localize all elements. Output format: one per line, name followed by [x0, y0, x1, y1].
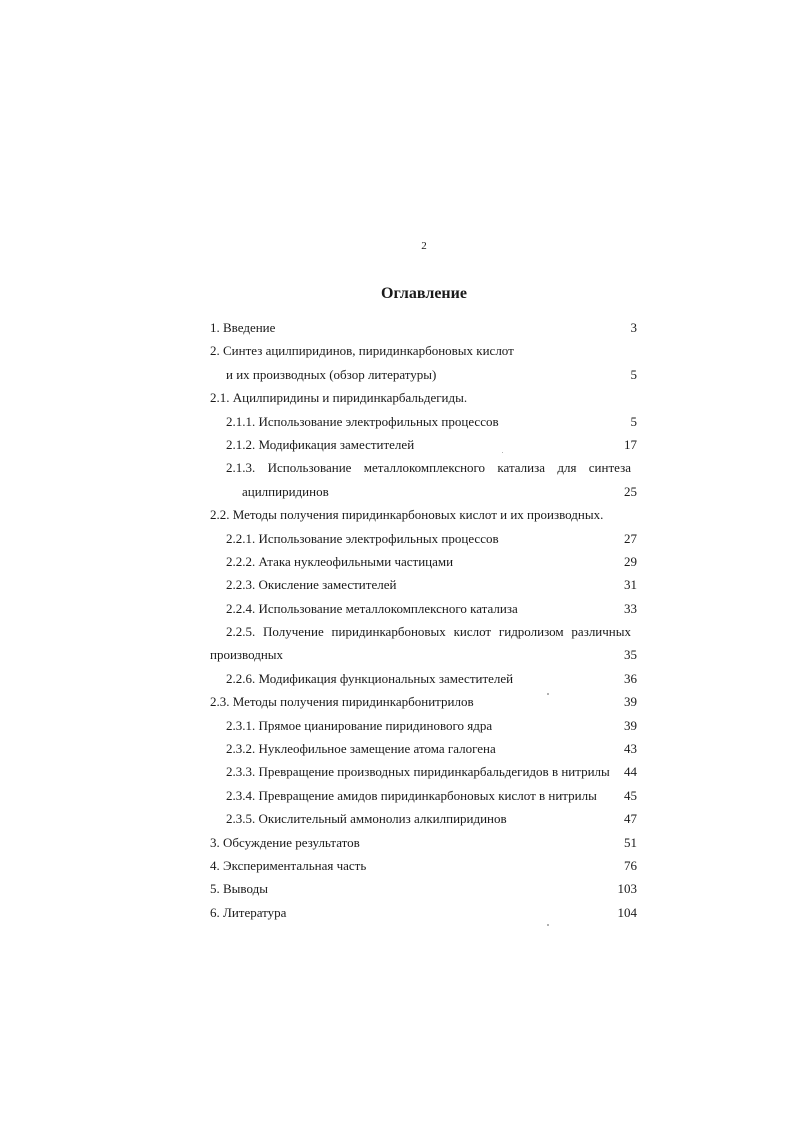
toc-entry-label: 2.2.6. Модификация функциональных заместителей	[226, 670, 514, 686]
toc-entry-page: 104	[617, 904, 637, 920]
toc-entry	[210, 690, 637, 713]
toc-entry-page: 29	[624, 553, 637, 569]
toc-entry	[210, 737, 637, 760]
toc-entry-label: 2.1.1. Использование электрофильных процессов	[226, 413, 499, 429]
toc-entry	[210, 901, 637, 924]
toc-entry-label: 3. Обсуждение результатов	[210, 834, 360, 850]
toc-entry-page: 51	[624, 834, 637, 850]
toc-entry-label: и их производных (обзор литературы)	[226, 366, 437, 382]
toc-entry	[210, 410, 637, 433]
scan-speck	[502, 452, 503, 453]
toc-entry-label: 1. Введение	[210, 320, 276, 335]
toc-entry-page: 103	[617, 881, 637, 897]
toc-entry-page: 39	[624, 694, 637, 710]
toc-entry-label: 2.2.1. Использование электрофильных процессов	[226, 530, 499, 546]
toc-entry-page: 43	[624, 741, 637, 757]
toc-entry	[210, 667, 637, 690]
toc-entry-page: 31	[624, 577, 637, 593]
toc-entry	[210, 386, 637, 409]
toc-entry-label: 2.1. Ацилпиридины и пиридинкарбальдегиды.	[210, 390, 468, 406]
toc-entry-label: 2.2.2. Атака нуклеофильными частицами	[226, 553, 454, 569]
scan-speck	[547, 924, 549, 926]
toc-entry	[210, 620, 637, 643]
toc-entry-page: 25	[624, 483, 637, 499]
toc-entry-page: 44	[624, 764, 637, 780]
toc-entry	[210, 503, 637, 526]
toc-entry	[210, 456, 637, 479]
toc-entry-page: 5	[630, 366, 637, 382]
toc-entry-page: 36	[624, 670, 637, 686]
toc-entry-label: 5. Выводы	[210, 881, 268, 897]
toc-entry-label: 2.1.2. Модификация заместителей	[226, 436, 415, 452]
toc-entry-page: 5	[630, 413, 637, 429]
page-title: Оглавление	[381, 285, 467, 302]
toc-entry-page: 3	[630, 320, 637, 335]
toc-entry	[210, 597, 637, 620]
toc-entry	[210, 480, 637, 503]
toc-entry-label: 2. Синтез ацилпиридинов, пиридинкарбоновых кислот	[210, 343, 514, 359]
toc-entry	[210, 433, 637, 456]
toc-entry-label: производных	[210, 647, 284, 663]
toc-entry-label: 6. Литература	[210, 904, 287, 920]
toc-entry-page: 39	[624, 717, 637, 733]
toc-entry	[210, 784, 637, 807]
toc-entry-label: 2.2.4. Использование металлокомплексного катализа	[226, 600, 518, 616]
toc-entry-page: 47	[624, 811, 637, 827]
toc-entry-label: 2.3. Методы получения пиридинкарбонитрилов	[210, 694, 474, 710]
toc-entry	[210, 643, 637, 666]
toc-entry	[210, 339, 637, 362]
toc-entry	[210, 527, 637, 550]
toc-entry-page: 27	[624, 530, 637, 546]
toc-entry-page: 45	[624, 787, 637, 803]
toc-entry-label: 2.3.1. Прямое цианирование пиридинового ядра	[226, 717, 493, 733]
toc-entry-label: 2.2. Методы получения пиридинкарбоновых кислот и их производных.	[210, 507, 604, 523]
toc-entry-page: 33	[624, 600, 637, 616]
toc-entry-label: 2.3.4. Превращение амидов пиридинкарбоновых кислот в нитрилы	[226, 787, 597, 803]
toc-entry	[210, 714, 637, 737]
toc-entry-page: 76	[624, 857, 637, 873]
toc-entry	[210, 316, 637, 339]
toc-entry-label: 2.3.5. Окислительный аммонолиз алкилпиридинов	[226, 811, 507, 827]
toc-entry	[210, 550, 637, 573]
toc-entry-label: ацилпиридинов	[242, 483, 329, 499]
toc-entry-label: 2.3.2. Нуклеофильное замещение атома галогена	[226, 741, 496, 757]
toc-entry-label: 2.2.3. Окисление заместителей	[226, 577, 397, 593]
toc-entry	[210, 760, 637, 783]
toc-entry-page: 17	[624, 436, 637, 452]
toc-entry	[210, 363, 637, 386]
toc-entry	[210, 877, 637, 900]
toc-entry-label: 2.1.3. Использование металлокомплексного катализа для синтеза	[226, 460, 631, 476]
toc-entry-label: 2.3.3. Превращение производных пиридинкарбальдегидов в нитрилы	[226, 764, 610, 780]
toc-entry-label: 2.2.5. Получение пиридинкарбоновых кислот гидролизом различных	[226, 624, 631, 640]
toc-entry-page: 35	[624, 647, 637, 663]
page-number: 2	[421, 240, 427, 252]
toc-entry-label: 4. Экспериментальная часть	[210, 857, 367, 873]
table-of-contents	[210, 316, 637, 924]
toc-entry	[210, 573, 637, 596]
scan-speck	[547, 693, 549, 695]
toc-entry	[210, 831, 637, 854]
toc-entry	[210, 854, 637, 877]
toc-entry	[210, 807, 637, 830]
